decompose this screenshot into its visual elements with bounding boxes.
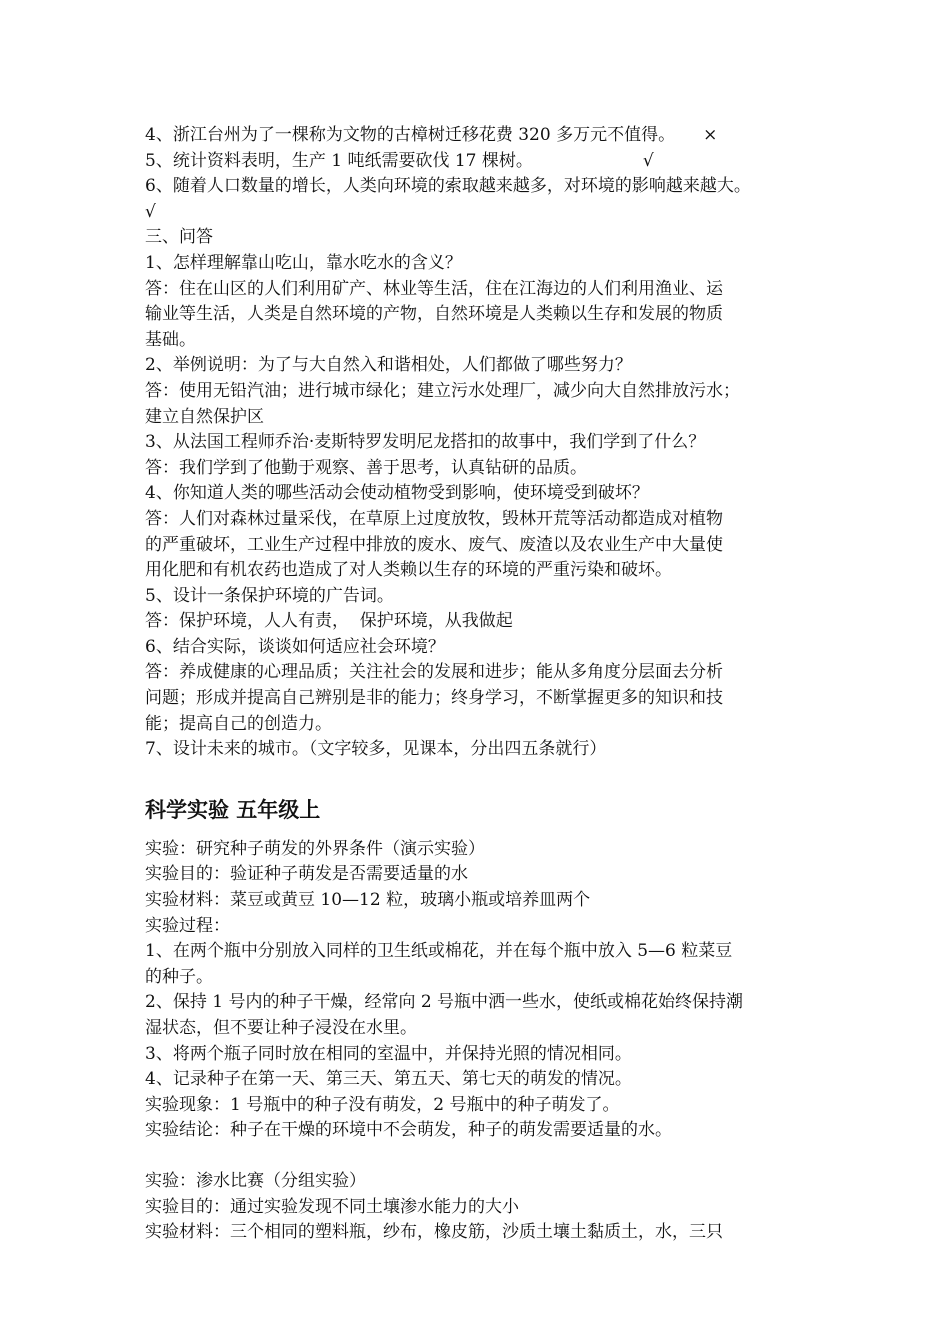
qa-line: 5、设计一条保护环境的广告词。 xyxy=(145,585,394,606)
qa-line: 3、从法国工程师乔治·麦斯特罗发明尼龙搭扣的故事中，我们学到了什么？ xyxy=(145,432,706,453)
qa-line: 答：养成健康的心理品质；关注社会的发展和进步；能从多角度分层面去分析 xyxy=(145,662,723,683)
qa-line: 输业等生活，人类是自然环境的产物，自然环境是人类赖以生存和发展的物质 xyxy=(145,304,723,325)
qa-line: 用化肥和有机农药也造成了对人类赖以生存的环境的严重污染和破坏。 xyxy=(145,560,672,581)
experiment-line: 实验目的：通过实验发现不同土壤渗水能力的大小 xyxy=(145,1196,519,1217)
qa-line: 的严重破坏，工业生产过程中排放的废水、废气、废渣以及农业生产中大量使 xyxy=(145,534,723,555)
qa-line: 基础。 xyxy=(145,329,196,350)
qa-line: 答：住在山区的人们利用矿产、林业等生活，住在江海边的人们利用渔业、运 xyxy=(145,278,723,299)
experiment-line: 湿状态，但不要让种子浸没在水里。 xyxy=(145,1018,417,1038)
experiment-line: 实验：研究种子萌发的外界条件（演示实验） xyxy=(145,838,485,859)
judgement-text-4: 4、浙江台州为了一棵称为文物的古樟树迁移花费 320 多万元不值得。 xyxy=(145,125,676,145)
document-body xyxy=(145,123,825,1246)
qa-line: 答：人们对森林过量采伐，在草原上过度放牧，毁林开荒等活动都造成对植物 xyxy=(145,508,723,529)
experiment-line: 实验结论：种子在干燥的环境中不会萌发，种子的萌发需要适量的水。 xyxy=(145,1120,672,1141)
qa-line: 答：使用无铅汽油；进行城市绿化；建立污水处理厂，减少向大自然排放污水； xyxy=(145,380,740,401)
check-mark: √ xyxy=(642,150,654,171)
experiment-line: 实验：渗水比赛（分组实验） xyxy=(145,1170,366,1191)
qa-line: 7、设计未来的城市。（文字较多，见课本，分出四五条就行） xyxy=(145,739,607,760)
experiment-line: 实验目的：验证种子萌发是否需要适量的水 xyxy=(145,864,468,885)
experiment-seed-germination xyxy=(145,837,825,1144)
judgement-item-6 xyxy=(145,174,825,200)
judgement-text-6: 6、随着人口数量的增长，人类向环境的索取越来越多，对环境的影响越来越大。 xyxy=(145,176,751,197)
qa-line: 6、结合实际，谈谈如何适应社会环境？ xyxy=(145,636,445,657)
experiment-line: 实验材料：三个相同的塑料瓶，纱布，橡皮筋，沙质土壤土黏质土，水，三只 xyxy=(145,1222,723,1243)
qa-line: 2、举例说明：为了与大自然入和谐相处，人们都做了哪些努力？ xyxy=(145,355,632,376)
section-title: 科学实验 五年级上 xyxy=(145,796,321,822)
experiment-line: 4、记录种子在第一天、第三天、第五天、第七天的萌发的情况。 xyxy=(145,1069,632,1090)
qa-line: 1、怎样理解靠山吃山，靠水吃水的含义？ xyxy=(145,252,462,273)
experiment-line: 实验过程： xyxy=(145,915,230,936)
judgement-item-5 xyxy=(145,149,825,175)
wrong-mark: × xyxy=(703,125,718,145)
qa-line: 能；提高自己的创造力。 xyxy=(145,713,332,734)
experiment-line: 2、保持 1 号内的种子干燥，经常向 2 号瓶中洒一些水，使纸或棉花始终保持潮 xyxy=(145,992,744,1013)
qa-heading: 三、问答 xyxy=(145,227,213,248)
qa-line: 答：我们学到了他勤于观察、善于思考，认真钻研的品质。 xyxy=(145,457,587,478)
experiment-water-seepage xyxy=(145,1169,825,1246)
experiment-line: 实验材料：菜豆或黄豆 10—12 粒，玻璃小瓶或培养皿两个 xyxy=(145,890,591,911)
judgement-item-4 xyxy=(145,123,825,149)
experiment-line: 实验现象：1 号瓶中的种子没有萌发，2 号瓶中的种子萌发了。 xyxy=(145,1094,620,1115)
paragraph-gap xyxy=(145,1144,825,1169)
judgement-text-5: 5、统计资料表明，生产 1 吨纸需要砍伐 17 棵树。 xyxy=(145,150,533,171)
qa-section xyxy=(145,251,825,763)
qa-line: 问题；形成并提高自己辨别是非的能力；终身学习，不断掌握更多的知识和技 xyxy=(145,688,723,709)
experiment-line: 1、在两个瓶中分别放入同样的卫生纸或棉花，并在每个瓶中放入 5—6 粒菜豆 xyxy=(145,941,733,962)
check-mark: √ xyxy=(145,201,156,222)
qa-line: 答：保护环境，人人有责， 保护环境，从我做起 xyxy=(145,611,513,632)
experiment-line: 3、将两个瓶子同时放在相同的室温中，并保持光照的情况相同。 xyxy=(145,1043,632,1064)
judgement-item-6-mark xyxy=(145,200,825,226)
experiment-line: 的种子。 xyxy=(145,966,213,987)
qa-line: 建立自然保护区 xyxy=(145,406,264,427)
qa-line: 4、你知道人类的哪些活动会使动植物受到影响，使环境受到破坏？ xyxy=(145,483,649,504)
